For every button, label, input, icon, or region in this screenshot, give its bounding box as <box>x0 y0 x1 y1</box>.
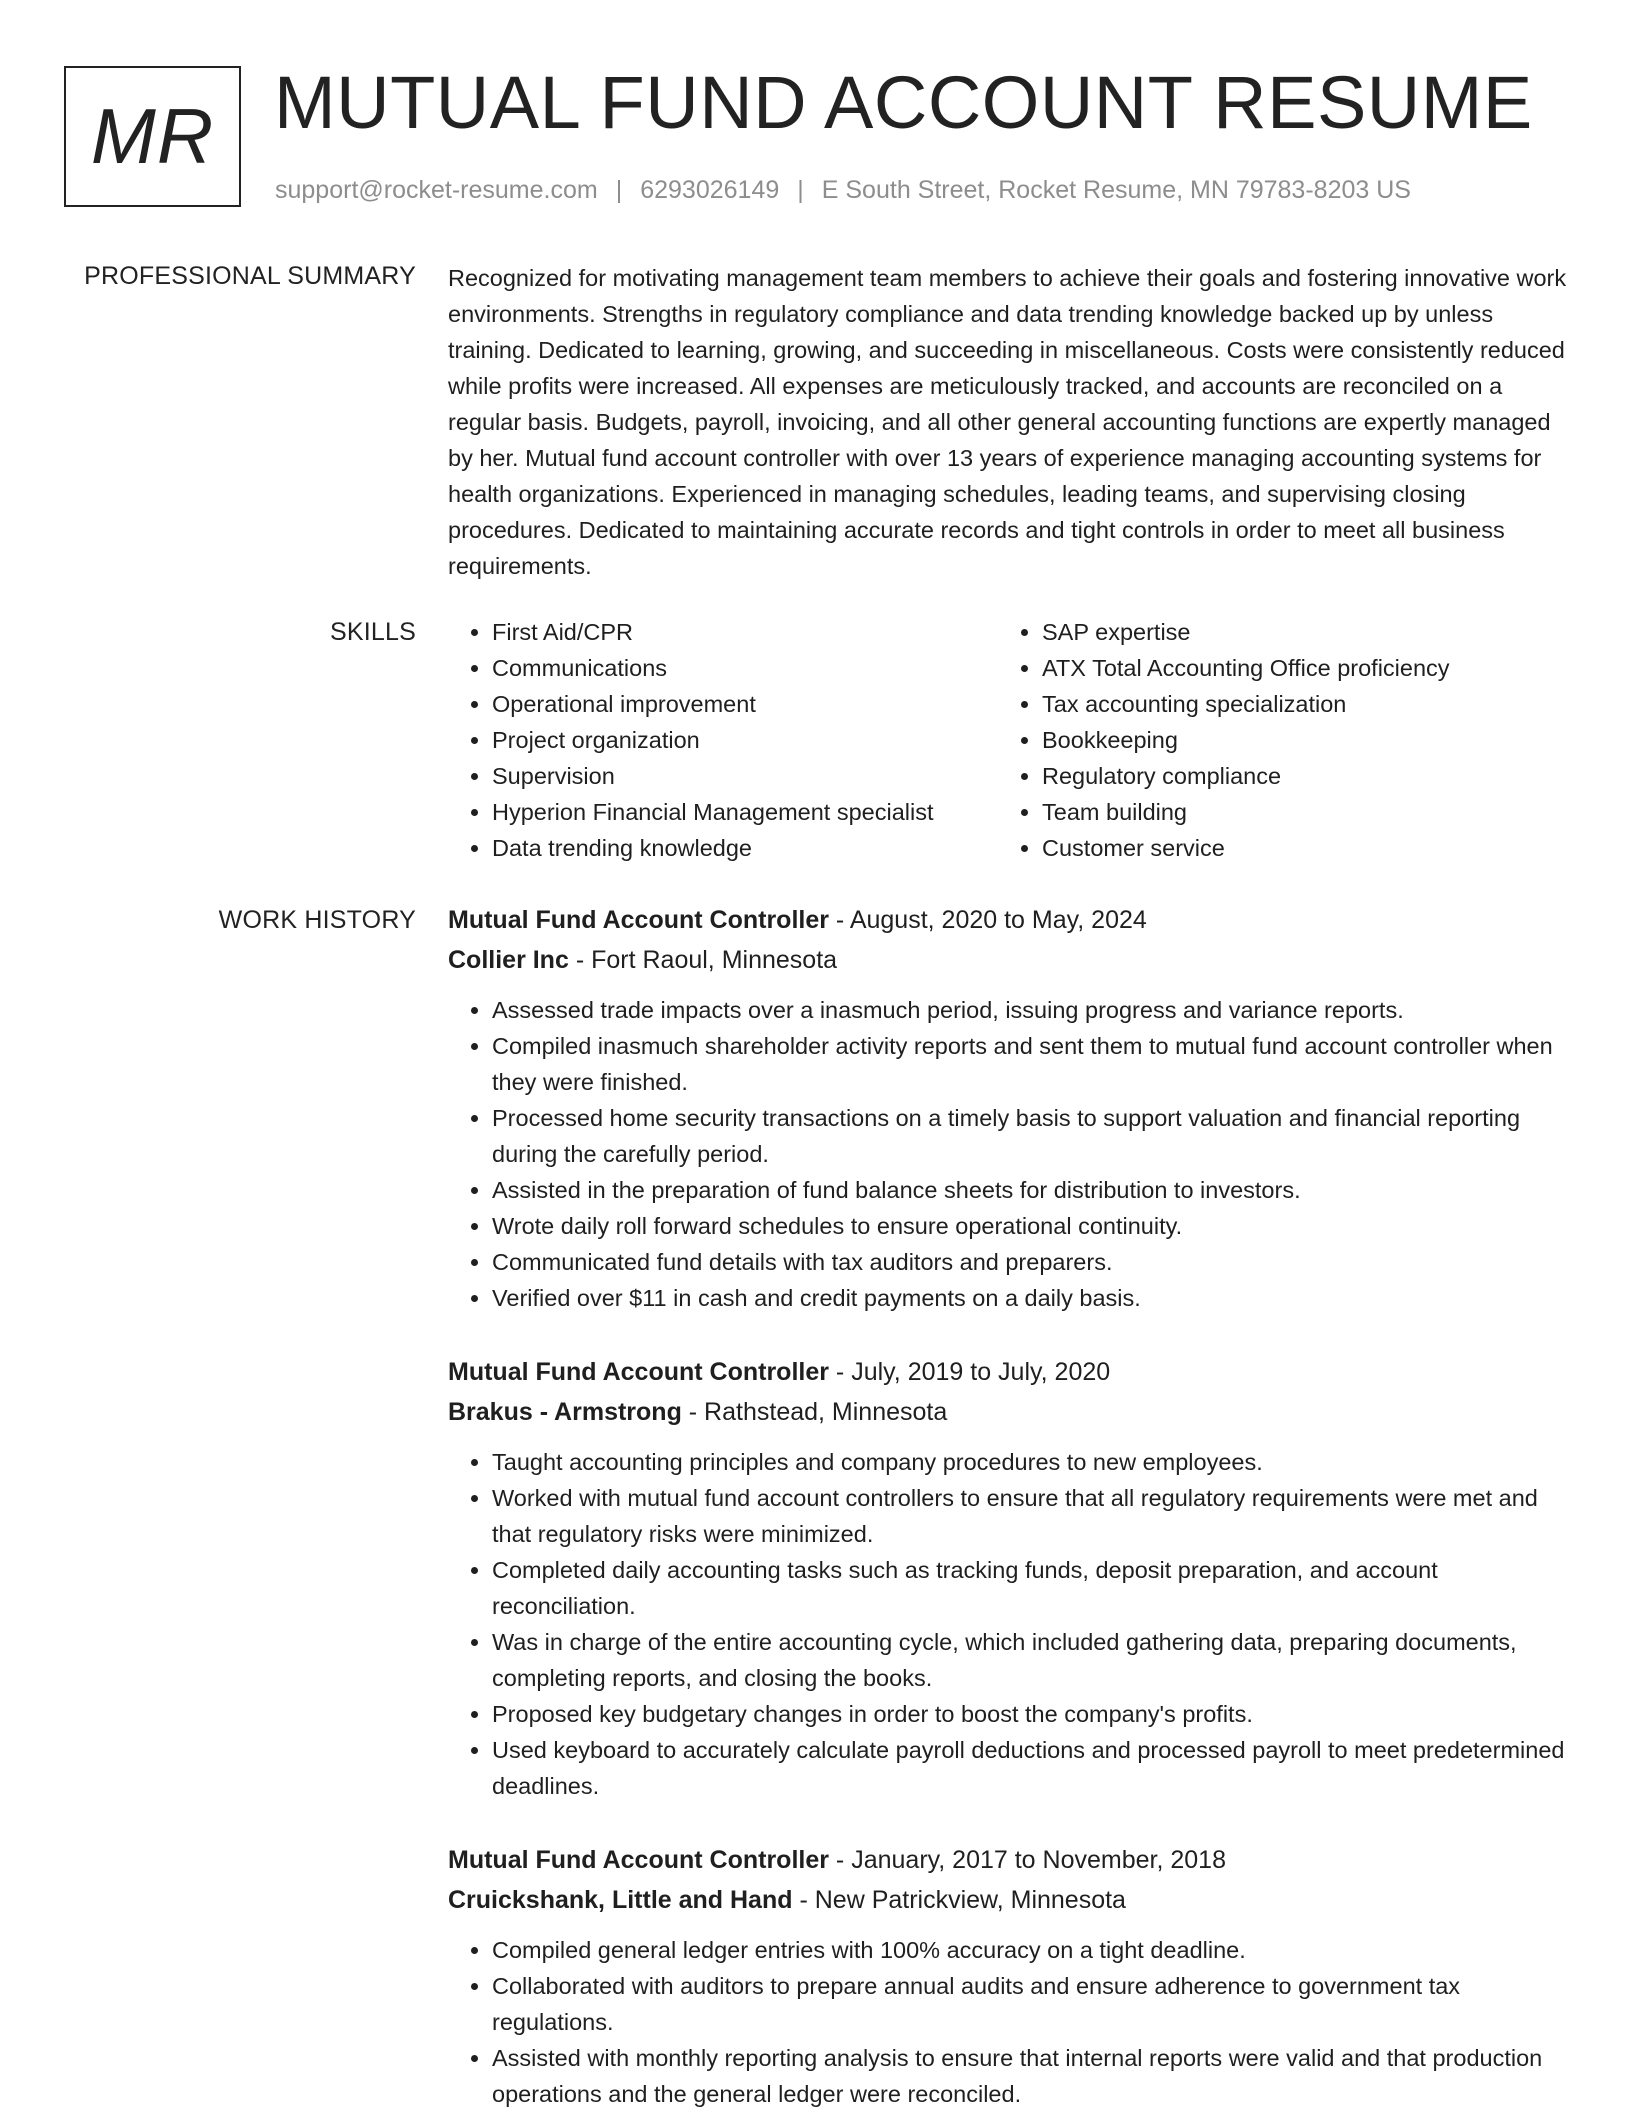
job-company: Cruickshank, Little and Hand <box>448 1886 793 1914</box>
job-dates: - January, 2017 to November, 2018 <box>828 1846 1226 1874</box>
skill-item: • Data trending knowledge <box>492 830 998 866</box>
skill-item: • Tax accounting specialization <box>1042 686 1562 722</box>
job-company: Brakus - Armstrong <box>448 1398 682 1426</box>
job-company: Collier Inc <box>448 946 569 974</box>
contact-separator: | <box>797 176 804 204</box>
contact-address: E South Street, Rocket Resume, MN 79783-8203 US <box>821 176 1411 204</box>
contact-line <box>275 176 1411 205</box>
job-dates: - August, 2020 to May, 2024 <box>828 906 1147 934</box>
job-location: - New Patrickview, Minnesota <box>792 1886 1126 1914</box>
job-bullets <box>448 992 1568 1316</box>
skill-item: • Project organization <box>492 722 998 758</box>
job-bullet: • Completed daily accounting tasks such as tracking funds, deposit preparation, and account reconciliation. <box>492 1552 1568 1624</box>
job-location: - Rathstead, Minnesota <box>681 1398 948 1426</box>
job-entry <box>448 1840 1568 2112</box>
job-bullets <box>448 1444 1568 1804</box>
job-bullet: • Processed home security transactions on a timely basis to support valuation and financial reporting during the carefully period. <box>492 1100 1568 1172</box>
job-bullet: • Assessed trade impacts over a inasmuch period, issuing progress and variance reports. <box>492 992 1568 1028</box>
job-title-line <box>448 1840 1568 1880</box>
skill-item: • ATX Total Accounting Office proficiency <box>1042 650 1562 686</box>
job-bullet: • Worked with mutual fund account controllers to ensure that all regulatory requirements were met and that regulatory risks were minimized. <box>492 1480 1568 1552</box>
job-company-line <box>448 940 1568 980</box>
job-dates: - July, 2019 to July, 2020 <box>828 1358 1111 1386</box>
skill-item: • Bookkeeping <box>1042 722 1562 758</box>
job-bullet: • Wrote daily roll forward schedules to ensure operational continuity. <box>492 1208 1568 1244</box>
job-entry <box>448 1352 1568 1804</box>
contact-separator: | <box>615 176 623 204</box>
skills-column-2 <box>998 614 1562 866</box>
job-bullet: • Used keyboard to accurately calculate payroll deductions and processed payroll to meet predetermined deadlines. <box>492 1732 1568 1804</box>
job-title-line <box>448 1352 1568 1392</box>
job-company-line <box>448 1392 1568 1432</box>
job-entry <box>448 900 1568 1316</box>
section-label-work-history: WORK HISTORY <box>218 906 416 934</box>
job-bullet: • Assisted in the preparation of fund balance sheets for distribution to investors. <box>492 1172 1568 1208</box>
skill-item: • Communications <box>492 650 998 686</box>
skill-item: • First Aid/CPR <box>492 614 998 650</box>
skill-item: • Regulatory compliance <box>1042 758 1562 794</box>
section-label-skills: SKILLS <box>330 618 416 646</box>
skill-item: • Customer service <box>1042 830 1562 866</box>
job-bullet: • Taught accounting principles and company procedures to new employees. <box>492 1444 1568 1480</box>
job-title: Mutual Fund Account Controller <box>448 1358 829 1386</box>
monogram-box <box>64 66 241 207</box>
job-bullet: • Collaborated with auditors to prepare annual audits and ensure adherence to government tax regulations. <box>492 1968 1568 2040</box>
job-title: Mutual Fund Account Controller <box>448 906 829 934</box>
skill-item: • SAP expertise <box>1042 614 1562 650</box>
skill-item: • Hyperion Financial Management specialist <box>492 794 998 830</box>
summary-text: Recognized for motivating management team members to achieve their goals and fostering innovative work environments. Strengths in regulatory compliance and data trending knowledge backed up by unless training. Dedicated to learning, growing, and succeeding in miscellaneous. Costs were consistently reduced while profits were increased. All expenses are meticulously tracked, and accounts are reconciled on a regular basis. Budgets, payroll, invoicing, and all other general accounting functions are expertly managed by her. Mutual fund account controller with over 13 years of experience managing accounting systems for health organizations. Experienced in managing schedules, leading teams, and supervising closing procedures. Dedicated to maintaining accurate records and tight controls in order to meet all business requirements. <box>448 265 1567 579</box>
skills-list <box>448 614 1568 866</box>
job-bullet: • Communicated fund details with tax auditors and preparers. <box>492 1244 1568 1280</box>
job-title: Mutual Fund Account Controller <box>448 1846 829 1874</box>
job-location: - Fort Raoul, Minnesota <box>568 946 838 974</box>
job-company-line <box>448 1880 1568 1920</box>
section-label-summary: PROFESSIONAL SUMMARY <box>84 262 416 290</box>
skill-item: • Supervision <box>492 758 998 794</box>
job-bullet: • Was in charge of the entire accounting cycle, which included gathering data, preparing documents, completing reports, and closing the books. <box>492 1624 1568 1696</box>
job-bullet: • Proposed key budgetary changes in order to boost the company's profits. <box>492 1696 1568 1732</box>
job-bullet: • Compiled inasmuch shareholder activity reports and sent them to mutual fund account controller when they were finished. <box>492 1028 1568 1100</box>
skills-column-1 <box>448 614 998 866</box>
job-bullet: • Compiled general ledger entries with 100% accuracy on a tight deadline. <box>492 1932 1568 1968</box>
skill-item: • Team building <box>1042 794 1562 830</box>
contact-phone: 6293026149 <box>640 176 780 204</box>
job-bullets <box>448 1932 1568 2112</box>
job-bullet: • Verified over $11 in cash and credit payments on a daily basis. <box>492 1280 1568 1316</box>
monogram-initials: MR <box>90 92 215 180</box>
resume-title: MUTUAL FUND ACCOUNT RESUME <box>274 61 1533 144</box>
job-bullet: • Assisted with monthly reporting analysis to ensure that internal reports were valid and that production operations and the general ledger were reconciled. <box>492 2040 1568 2112</box>
contact-email: support@rocket-resume.com <box>275 176 598 204</box>
skill-item: • Operational improvement <box>492 686 998 722</box>
job-title-line <box>448 900 1568 940</box>
